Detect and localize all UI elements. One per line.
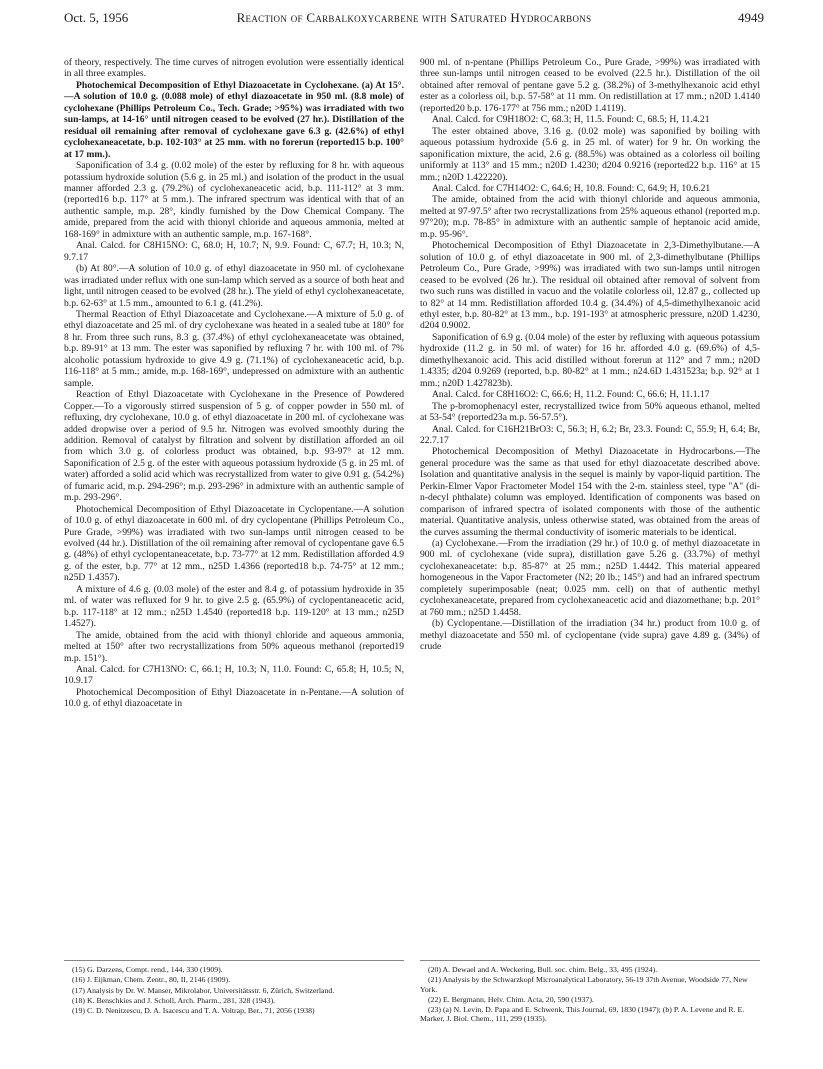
paragraph: (b) Cyclopentane.—Distillation of the irradiation (34 hr.) product from 10.0 g. of methyl diazoacetate and 550 ml. of cyclopentane (vide supra) gave 4.89 g. (34%) of crude: [420, 618, 760, 653]
paragraph: Reaction of Ethyl Diazoacetate with Cyclohexane in the Presence of Powdered Copper.—To a vigorously stirred suspension of 5 g. of copper powder in 550 ml. of refluxing, dry cyclohexane, 10.0 g. of ethyl diazoacetate in 200 ml. of cyclohexane was added dropwise over a period of 9.5 hr. Nitrogen was evolved smoothly during the addition. Removal of catalyst by filtration and solvent by distillation afforded an oil from which 3.0 g. of colorless product was obtained, b.p. 93-97° at 12 mm. Saponification of 2.5 g. of the ester with aqueous potassium hydroxide (5 g. in 25 ml. of water) afforded a solid acid which was recrystallized from water to give 0.91 g. (54.2%) of fumaric acid, m.p. 294-296°; m.p. 293-296° in admixture with an authentic sample of m.p. 293-296°.: [64, 389, 404, 504]
issue-date: Oct. 5, 1956: [64, 10, 129, 25]
footnote: (21) Analysis by the Schwarzkopf Microanalytical Laboratory, 56-19 37th Avenue, Woodside 77, New York.: [420, 975, 748, 994]
paragraph: Anal. Calcd. for C7H13NO: C, 66.1; H, 10.3; N, 11.0. Found: C, 65.8; H, 10.5; N, 10.9.17: [64, 664, 404, 687]
left-column: [64, 57, 404, 957]
footnote: (23) (a) N. Levin, D. Papa and E. Schwenk, This Journal, 69, 1830 (1947); (b) P. A. Levene and R. E. Marker, J. Biol. Chem., 111, 299 (1935).: [420, 1005, 745, 1024]
footnote: (22) E. Bergmann, Helv. Chim. Acta, 20, 590 (1937).: [428, 994, 594, 1004]
paragraph: of theory, respectively. The time curves of nitrogen evolution were essentially identical in all three examples.: [64, 57, 404, 80]
paragraph: 900 ml. of n-pentane (Phillips Petroleum Co., Pure Grade, >99%) was irradiated with three sun-lamps until nitrogen ceased to be evolved (22.5 hr.). Distillation of the oil obtained after removal of pentane gave 5.2 g. (38.2%) of 3-methylhexanoic acid ethyl ester as a colorless oil, b.p. 57-58° at 11 mm. On redistillation at 17 mm.; n20D 1.4140 (reported20 b.p. 176-177° at 756 mm.; n20D 1.4119).: [420, 57, 760, 114]
paragraph: The amide, obtained from the acid with thionyl chloride and aqueous ammonia, melted at 97-97.5° after two recrystallizations from 25% aqueous ethanol (reported m.p. 97°20); m.p. 78-85° in admixture with an authentic sample of heptanoic acid amide, m.p. 95-96°.: [420, 194, 760, 240]
paragraph: Photochemical Decomposition of Ethyl Diazoacetate in n-Pentane.—A solution of 10.0 g. of ethyl diazoacetate in: [64, 686, 404, 710]
paragraph: Anal. Calcd. for C7H14O2: C, 64.6; H, 10.8. Found: C, 64.9; H, 10.6.21: [432, 182, 711, 194]
footnote: (15) G. Darzens, Compt. rend., 144, 330 (1909).: [72, 965, 223, 974]
paragraph: Saponification of 3.4 g. (0.02 mole) of the ester by refluxing for 8 hr. with aqueous potassium hydroxide solution (5.6 g. in 25 ml.) and isolation of the product in the usual manner afforded 2.3 g. (79.2%) of cyclohexaneacetic acid, b.p. 111-112° at 3 mm. (reported16 b.p. 117° at 5 mm.). The infrared spectrum was identical with that of an authentic sample, m.p. 28°, kindly furnished by the Dow Chemical Company. The amide, prepared from the acid with thionyl chloride and aqueous ammonia, melted at 168-169° in admixture with an authentic sample, m.p. 167-168°.: [64, 160, 404, 240]
paragraph: Photochemical Decomposition of Methyl Diazoacetate in Hydrocarbons.—The general procedure was the same as that used for ethyl diazoacetate described above. Isolation and quantitative analysis in the sequel is mainly by vapor-liquid partition. The Perkin-Elmer Vapor Fractometer Model 154 with the 2-m. stainless steel, type "A" (di-n-decyl phthalate) column was employed. Identification of components was based on comparison of infrared spectra of isolated components with those of the authentic material. Quantitative analysis, unless otherwise stated, was obtained from the areas of the curves assuming the thermal conductivity of isomeric materials to be identical.: [420, 446, 760, 538]
paragraph: Thermal Reaction of Ethyl Diazoacetate and Cyclohexane.—A mixture of 5.0 g. of ethyl diazoacetate and 25 ml. of dry cyclohexane was heated in a sealed tube at 180° for 8 hr. From three such runs, 8.3 g. (37.4%) of ethyl cyclohexaneacetate was obtained, b.p. 89-91° at 13 mm. The ester was saponified by refluxing 7 hr. with 100 ml. of 7% alcoholic potassium hydroxide to give 4.9 g. (71.1%) of cyclohexaneacetic acid, b.p. 116-118° at 5 mm.; amide, m.p. 168-169°, undepressed on admixture with an authentic sample.: [64, 308, 404, 389]
paragraph: Anal. Calcd. for C16H21BrO3: C, 56.3; H, 6.2; Br, 23.3. Found: C, 55.9; H, 6.4; Br, 22.7.17: [420, 423, 760, 446]
paragraph: Photochemical Decomposition of Ethyl Diazoacetate in Cyclohexane. (a) At 15°.—A solution of 10.0 g. (0.088 mole) of ethyl diazoacetate in 950 ml. (8.8 mole) of cyclohexane (Phillips Petroleum Co., Tech. Grade; >95%) was irradiated with two sun-lamps, at 14-16° until nitrogen ceased to be evolved (27 hr.). Distillation of the residual oil remaining after removal of cyclohexane gave 6.3 g. (42.6%) of ethyl cyclohexaneacetate, b.p. 102-103° at 25 mm. with no forerun (reported15 b.p. 100° at 17 mm.).: [64, 79, 404, 160]
footnote: (20) A. Dewael and A. Weckering, Bull. soc. chim. Belg., 33, 495 (1924).: [428, 965, 658, 974]
footnote: (16) J. Eijkman, Chem. Zentr., 80, II, 2146 (1909).: [72, 975, 231, 985]
paragraph: Photochemical Decomposition of Ethyl Diazoacetate in Cyclopentane.—A solution of 10.0 g. of ethyl diazoacetate in 600 ml. of dry cyclopentane (Phillips Petroleum Co., Pure Grade, >99%) was irradiated with two sun-lamps until nitrogen ceased to be evolved (44 hr.). Distillation of the oil remaining after removal of cyclopentane gave 6.5 g. (48%) of ethyl cyclopentaneacetate, b.p. 73-77° at 12 mm. Redistillation afforded 4.9 g. of the ester, b.p. 77° at 12 mm., n25D 1.4366 (reported18 b.p. 74-75° at 12 mm.; n25D 1.4357).: [64, 503, 404, 584]
paragraph: Saponification of 6.9 g. (0.04 mole) of the ester by refluxing with aqueous potassium hydroxide (11.2 g. in 50 ml. of water) for 16 hr. afforded 4.0 g. (69.6%) of 4,5-dimethylhexanoic acid. This acid distilled without forerun at 112° and 7 mm.; n20D 1.4335; d204 0.9269 (reported, b.p. 80-82° at 1 mm.; n24.6D 1.431523a; b.p. 92° at 1 mm.; n20D 1.427823b).: [420, 331, 760, 389]
paragraph: (a) Cyclohexane.—From the irradiation (29 hr.) of 10.0 g. of methyl diazoacetate in 900 ml. of cyclohexane (vide supra), distillation gave 5.26 g. (33.7%) of methyl cyclohexaneacetate: b.p. 85-87° at 25 mm.; n25D 1.4442. This material appeared homogeneous in the Vapor Fractometer (N2; 20 lb.; 145°) and had an infrared spectrum completely superimposable (neat; 0.025 mm. cell) on that of authentic methyl cyclohexaneacetate, prepared from cyclohexaneacetic acid and diazomethane; b.p. 201° at 760 mm.; n25D 1.4458.: [420, 538, 760, 618]
page-number: 4949: [738, 10, 764, 25]
footnotes-left: [64, 960, 404, 1065]
running-title: Reaction of Carbalkoxycarbene with Saturated Hydrocarbons: [236, 10, 592, 25]
paragraph: Photochemical Decomposition of Ethyl Diazoacetate in 2,3-Dimethylbutane.—A solution of 10.0 g. of ethyl diazoacetate in 900 ml. of 2,3-dimethylbutane (Phillips Petroleum Co., Pure Grade, >99%) was irradiated with two sun-lamps until nitrogen ceased to be evolved (26 hr.). The residual oil obtained after removal of solvent from two such runs was distilled in vacuo and the volatile colorless oil, 12.87 g., collected up to 82° at 14 mm. Redistillation afforded 10.4 g. (34.4%) of 4,5-dimethylhexanoic acid ethyl ester, b.p. 80-82° at 13 mm., b.p. 191-193° at atmospheric pressure, n20D 1.4230, d204 0.9002.: [420, 240, 760, 332]
paragraph: Anal. Calcd. for C8H16O2: C, 66.6; H, 11.2. Found: C, 66.6; H, 11.1.17: [432, 389, 710, 401]
footnotes-right: [420, 960, 760, 1065]
right-column: [420, 57, 760, 957]
paragraph: Anal. Calcd. for C8H15NO: C, 68.0; H, 10.7; N, 9.9. Found: C, 67.7; H, 10.3; N, 9.7.17: [64, 240, 404, 263]
paragraph: (b) At 80°.—A solution of 10.0 g. of ethyl diazoacetate in 950 ml. of cyclohexane was irradiated under reflux with one sun-lamp which served as a source of both heat and light, until nitrogen ceased to be evolved (28 hr.). The yield of ethyl cyclohexaneacetate, b.p. 62-63° at 1.5 mm., amounted to 6.1 g. (41.2%).: [64, 263, 404, 309]
footnote: (19) C. D. Nenitzescu, D. A. Isacescu and T. A. Voltrap, Ber., 71, 2056 (1938): [72, 1006, 315, 1016]
paragraph: A mixture of 4.6 g. (0.03 mole) of the ester and 8.4 g. of potassium hydroxide in 35 ml. of water was refluxed for 9 hr. to give 2.5 g. (65.9%) of cyclopentaneacetic acid, b.p. 117-118° at 12 mm.; n25D 1.4540 (reported18 b.p. 119-120° at 13 mm.; n25D 1.4527).: [64, 583, 404, 630]
footnote: (18) K. Benschkies and J. Scholl, Arch. Pharm., 281, 328 (1943).: [72, 995, 276, 1005]
paragraph: Anal. Calcd. for C9H18O2: C, 68.3; H, 11.5. Found: C, 68.5; H, 11.4.21: [432, 114, 710, 126]
footnote: (17) Analysis by Dr. W. Manser, Mikrolabor, Universitätsstr. 6, Zürich, Switzerland.: [72, 985, 335, 995]
paragraph: The amide, obtained from the acid with thionyl chloride and aqueous ammonia, melted at 150° after two recrystallizations from 50% aqueous methanol (reported19 m.p. 151°).: [64, 629, 404, 664]
paragraph: The ester obtained above, 3.16 g. (0.02 mole) was saponified by boiling with aqueous potassium hydroxide (5.6 g. in 25 ml. of water) for 9 hr. On working the saponification mixture, the acid, 2.6 g. (88.5%) was obtained as a colorless oil boiling uniformly at 113° and 15 mm.; n20D 1.4230; d204 0.9216 (reported22 b.p. 116° at 15 mm.; n20D 1.422220).: [420, 125, 760, 183]
paragraph: The p-bromophenacyl ester, recrystallized twice from 50% aqueous ethanol, melted at 53-54° (reported23a m.p. 56-57.5°).: [420, 400, 760, 424]
running-header: [64, 10, 764, 32]
